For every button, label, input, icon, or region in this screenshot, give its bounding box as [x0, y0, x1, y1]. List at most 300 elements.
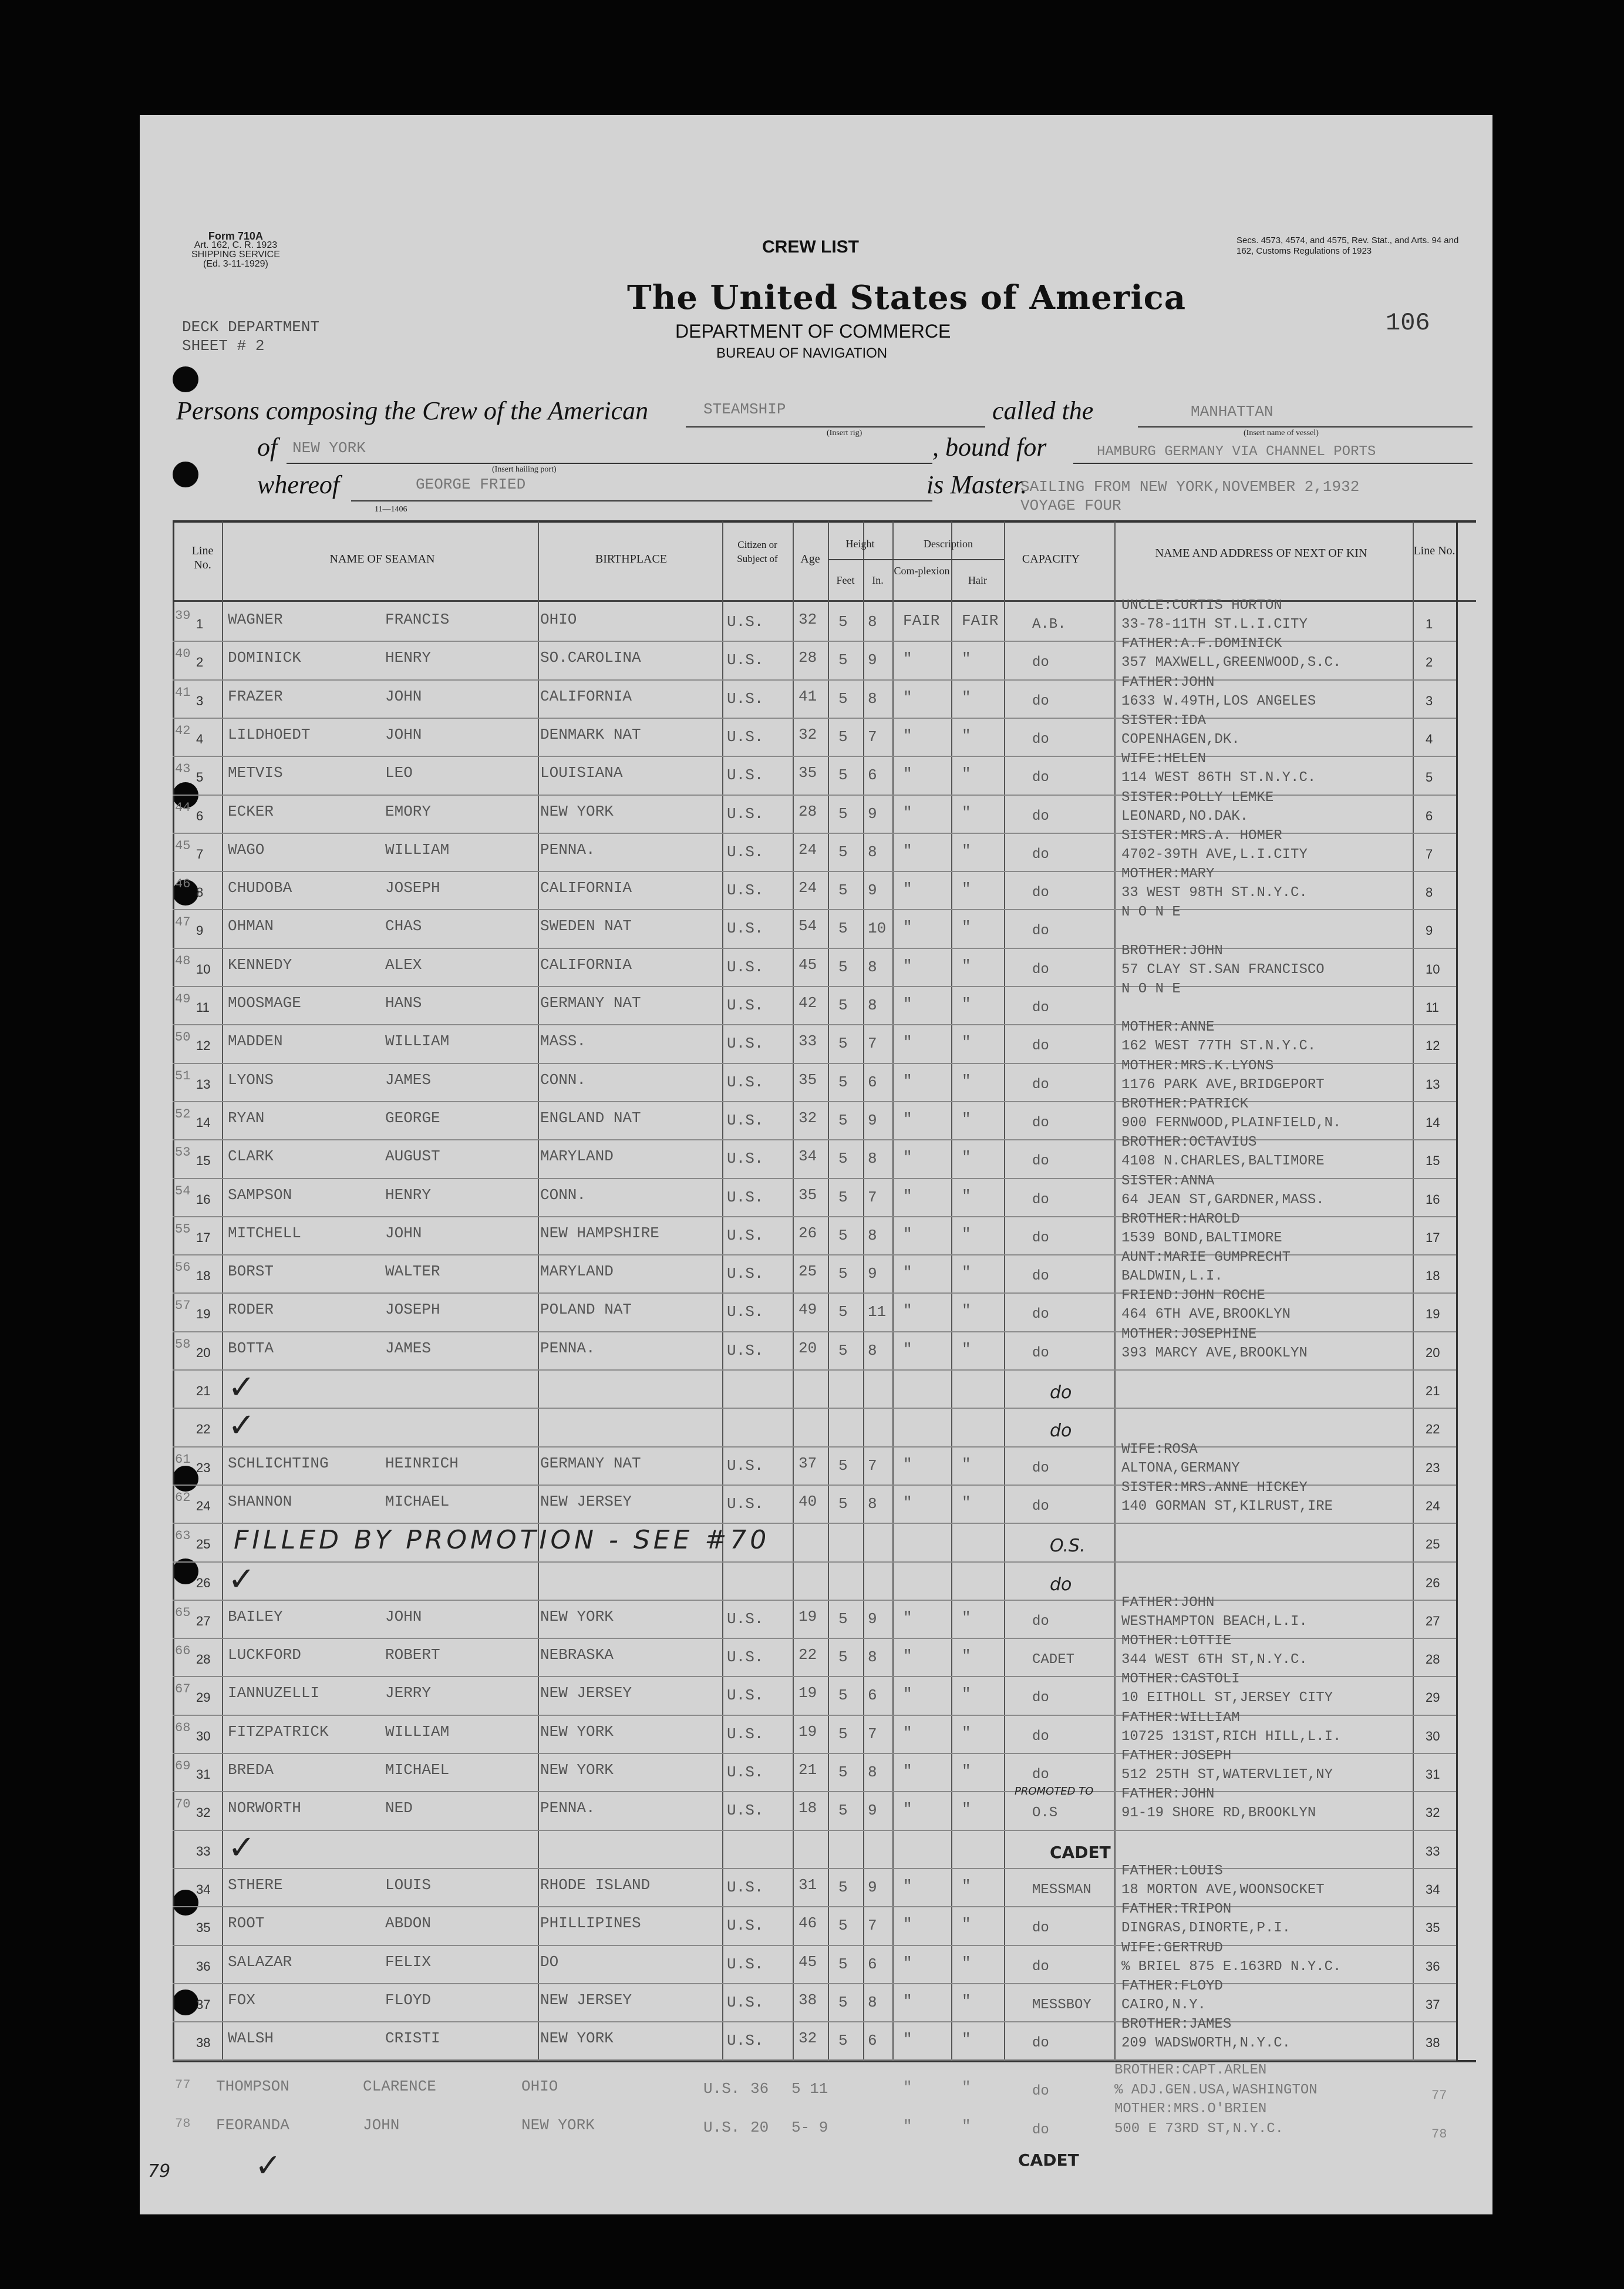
margin-number: 48 — [175, 953, 191, 968]
kin-address: 10 EITHOLL ST,JERSEY CITY — [1121, 1690, 1333, 1706]
capacity: do — [1032, 1038, 1049, 1055]
margin-number: 39 — [175, 608, 191, 623]
row-rule — [173, 1830, 1456, 1831]
seaman-surname: BREDA — [228, 1761, 274, 1779]
form-edition: (Ed. 3-11-1929) — [203, 259, 268, 269]
kin-name: MOTHER:MRS.K.LYONS — [1121, 1058, 1274, 1074]
birthplace: NEW YORK — [540, 2029, 614, 2048]
kin-address: 64 JEAN ST,GARDNER,MASS. — [1121, 1191, 1325, 1208]
age: 19 — [798, 1722, 817, 1741]
birthplace: NEW JERSEY — [540, 1991, 632, 2009]
birthplace: NEBRASKA — [540, 1646, 614, 1664]
check-mark: ✓ — [228, 1368, 255, 1406]
seaman-given-name: FLOYD — [385, 1991, 432, 2009]
seaman-given-name: FRANCIS — [385, 611, 450, 628]
row-rule — [173, 1024, 1456, 1025]
hair: " — [962, 726, 971, 745]
height-feet: 5 — [838, 1494, 848, 1513]
kin-name: FATHER:LOUIS — [1121, 1863, 1223, 1879]
citizenship: U.S. — [727, 2032, 764, 2050]
height-inches: 9 — [868, 1610, 877, 1628]
kin-address: 209 WADSWORTH,N.Y.C. — [1121, 2035, 1291, 2052]
line-number: 32 — [196, 1805, 211, 1820]
height-inches: 8 — [868, 1341, 877, 1359]
kin-name: MOTHER:CASTOLI — [1121, 1671, 1240, 1688]
line-number-right: 20 — [1426, 1345, 1440, 1360]
seaman-given-name: ABDON — [385, 1914, 432, 1933]
capacity: do — [1032, 2083, 1049, 2099]
hair: " — [962, 1340, 971, 1358]
sub-header-rule — [892, 559, 1004, 560]
margin-number: 47 — [175, 915, 191, 930]
complexion: " — [903, 1340, 912, 1358]
seaman-given-name: LEO — [385, 764, 413, 782]
kin-name: FATHER:A.F.DOMINICK — [1121, 636, 1282, 652]
line-number-right: 31 — [1426, 1767, 1440, 1782]
birthplace: PENNA. — [540, 840, 595, 859]
citizenship: U.S. — [727, 1993, 764, 2011]
line-number-right: 78 — [1431, 2127, 1447, 2142]
birthplace: SWEDEN NAT — [540, 917, 632, 935]
height-feet: 5 — [838, 689, 848, 708]
seaman-surname: METVIS — [228, 764, 283, 782]
capacity: do — [1032, 1690, 1049, 1706]
age: 31 — [798, 1876, 817, 1894]
complexion: " — [903, 995, 912, 1013]
line-number: 12 — [196, 1038, 211, 1053]
height-feet: 5 — [838, 1878, 848, 1896]
capacity: do — [1032, 2035, 1049, 2052]
capacity: do — [1032, 1728, 1049, 1745]
kin-name: SISTER:MRS.A. HOMER — [1121, 827, 1282, 844]
height-inches: 9 — [868, 1265, 877, 1283]
citizenship: U.S. — [727, 1648, 764, 1667]
citizenship: U.S. — [727, 1494, 764, 1513]
height-inches: 7 — [868, 1917, 877, 1935]
capacity: do — [1032, 1153, 1049, 1170]
crew-list-page — [140, 115, 1492, 2214]
age: 26 — [798, 1224, 817, 1242]
seaman-given-name: JOHN — [385, 1224, 422, 1242]
age: 38 — [798, 1991, 817, 2009]
hair: " — [962, 765, 971, 783]
kin-name: FATHER:FLOYD — [1121, 1978, 1223, 1994]
height-inches: 6 — [868, 2032, 877, 2050]
kin-address: 140 GORMAN ST,KILRUST,IRE — [1121, 1498, 1333, 1514]
birthplace: PHILLIPINES — [540, 1914, 641, 1933]
kin-address: DINGRAS,DINORTE,P.I. — [1121, 1920, 1291, 1937]
capacity: do — [1050, 1382, 1072, 1403]
kin-name: SISTER:MRS.ANNE HICKEY — [1121, 1479, 1308, 1496]
height-feet: 5 — [838, 613, 848, 631]
height-inches: 11 — [868, 1303, 887, 1321]
line-number-right: 28 — [1426, 1652, 1440, 1667]
whereof-label: whereof — [257, 470, 340, 499]
kin-address: 900 FERNWOOD,PLAINFIELD,N. — [1121, 1115, 1342, 1131]
age: 18 — [798, 1799, 817, 1817]
line-number-right: 26 — [1426, 1575, 1440, 1590]
capacity: do — [1032, 1230, 1049, 1246]
margin-number: 58 — [175, 1337, 191, 1352]
header-kin: NAME AND ADDRESS OF NEXT OF KIN — [1155, 547, 1367, 560]
seaman-given-name: WALTER — [385, 1263, 440, 1281]
birthplace: MARYLAND — [540, 1263, 614, 1281]
hair: " — [962, 1877, 971, 1895]
hair: " — [962, 1954, 971, 1972]
seaman-surname: MITCHELL — [228, 1224, 301, 1242]
department-title: DEPARTMENT OF COMMERCE — [675, 321, 951, 342]
line-number: 27 — [196, 1613, 211, 1628]
rig-value: STEAMSHIP — [703, 400, 786, 418]
kin-name: FATHER:JOHN — [1121, 674, 1215, 691]
height-inches: 9 — [868, 1802, 877, 1820]
citizenship: U.S. — [727, 651, 764, 669]
height-feet: 5 — [838, 804, 848, 823]
row-rule — [173, 986, 1456, 987]
kin-name: N O N E — [1121, 904, 1181, 921]
line-number-right: 35 — [1426, 1920, 1440, 1935]
birthplace: DENMARK NAT — [540, 725, 641, 743]
height-feet: 5 — [838, 2032, 848, 2050]
hair: " — [962, 650, 971, 668]
margin-number: 42 — [175, 723, 191, 738]
age: 45 — [798, 955, 817, 974]
kin-name: MOTHER:MRS.O'BRIEN — [1114, 2101, 1267, 2117]
row-rule — [173, 756, 1456, 757]
kin-name: BROTHER:CAPT.ARLEN — [1114, 2062, 1267, 2078]
birthplace: NEW YORK — [540, 1761, 614, 1779]
header-hair: Hair — [968, 574, 987, 586]
age: 33 — [798, 1032, 817, 1051]
line-number-right: 18 — [1426, 1268, 1440, 1284]
margin-number: 68 — [175, 1720, 191, 1735]
kin-name: FATHER:JOHN — [1121, 1594, 1215, 1611]
page-number: 106 — [1386, 309, 1430, 337]
hair: " — [962, 2079, 971, 2096]
line-number-right: 14 — [1426, 1115, 1440, 1130]
capacity: do — [1032, 693, 1049, 709]
height-feet: 5 — [838, 1035, 848, 1053]
citizenship: U.S. — [727, 1725, 764, 1743]
capacity: do — [1032, 1498, 1049, 1514]
binder-hole — [173, 462, 198, 487]
birthplace: PENNA. — [540, 1339, 595, 1357]
line-number-right: 13 — [1426, 1076, 1440, 1092]
kin-address: 500 E 73RD ST,N.Y.C. — [1114, 2121, 1284, 2137]
line-number: 33 — [196, 1843, 211, 1859]
line-number-right: 37 — [1426, 1997, 1440, 2012]
age: 37 — [798, 1454, 817, 1472]
kin-name: BROTHER:JAMES — [1121, 2017, 1232, 2033]
vessel-caption: (Insert name of vessel) — [1244, 429, 1319, 437]
complexion: " — [903, 1877, 912, 1895]
seaman-surname: BORST — [228, 1263, 274, 1281]
line-number: 9 — [196, 923, 204, 938]
birthplace: CONN. — [540, 1071, 587, 1089]
age: 19 — [798, 1684, 817, 1702]
line-number-right: 34 — [1426, 1881, 1440, 1897]
capacity: O.S — [1032, 1805, 1058, 1822]
age: 40 — [798, 1492, 817, 1510]
vessel-underline — [1138, 426, 1473, 427]
kin-address: 33 WEST 98TH ST.N.Y.C. — [1121, 885, 1308, 901]
margin-number: 70 — [175, 1797, 191, 1812]
line-number: 30 — [196, 1728, 211, 1743]
line-number: 36 — [196, 1958, 211, 1974]
complexion: " — [903, 803, 912, 822]
seaman-surname: SALAZAR — [228, 1953, 292, 1971]
citizenship: U.S. — [727, 997, 764, 1014]
line-number-right: 2 — [1426, 655, 1433, 670]
capacity: do — [1032, 846, 1049, 863]
seaman-surname: ROOT — [228, 1914, 265, 1933]
line-number-right: 12 — [1426, 1038, 1440, 1053]
height-feet: 5 — [838, 1226, 848, 1244]
complexion: " — [903, 1724, 912, 1742]
seaman-surname: CHUDOBA — [228, 879, 292, 897]
port-underline — [287, 463, 932, 464]
height-inches: 10 — [868, 920, 887, 938]
birthplace: OHIO — [521, 2078, 558, 2095]
corner-check-mark: ✓ — [255, 2147, 282, 2184]
height-inches: 8 — [868, 613, 877, 631]
seaman-surname: RYAN — [228, 1109, 265, 1127]
capacity: do — [1032, 655, 1049, 671]
age: 34 — [798, 1147, 817, 1166]
line-number: 19 — [196, 1307, 211, 1322]
complexion: " — [903, 1455, 912, 1473]
seaman-surname: IANNUZELLI — [228, 1684, 320, 1702]
seaman-given-name: ROBERT — [385, 1646, 440, 1664]
line-number: 5 — [196, 770, 204, 785]
hair: " — [962, 918, 971, 937]
birthplace: NEW JERSEY — [540, 1684, 632, 1702]
height-feet: 5 — [838, 1150, 848, 1168]
line-number-right: 10 — [1426, 961, 1440, 977]
hair: " — [962, 1724, 971, 1742]
height-feet: 5 — [838, 1917, 848, 1935]
line-number: 25 — [196, 1537, 211, 1552]
line-number-right: 24 — [1426, 1498, 1440, 1513]
row-rule — [173, 1446, 1456, 1448]
height-feet: 5 — [838, 1725, 848, 1743]
crew-list-title: CREW LIST — [762, 237, 859, 257]
height-feet: 5 — [838, 651, 848, 669]
complexion: " — [903, 1034, 912, 1052]
capacity: do — [1050, 1574, 1072, 1595]
seaman-surname: MADDEN — [228, 1032, 283, 1051]
citizenship: U.S. — [727, 1226, 764, 1244]
header-description: Description — [924, 538, 973, 550]
age: 35 — [798, 1071, 817, 1089]
row-rule — [173, 1101, 1456, 1102]
citizenship: U.S. — [727, 1150, 764, 1168]
age: 42 — [798, 994, 817, 1012]
height-inches: 7 — [868, 728, 877, 746]
seaman-surname: BOTTA — [228, 1339, 274, 1357]
height-feet: 5 — [838, 1993, 848, 2011]
seaman-given-name: AUGUST — [385, 1147, 440, 1166]
kin-name: FATHER:JOSEPH — [1121, 1748, 1232, 1764]
height-inches: 9 — [868, 1111, 877, 1129]
line-number: 24 — [196, 1498, 211, 1513]
complexion: " — [903, 1992, 912, 2010]
seaman-given-name: JOHN — [363, 2116, 400, 2134]
binder-hole — [173, 1466, 198, 1492]
header-complexion: Com-plexion — [894, 565, 950, 577]
seaman-surname: KENNEDY — [228, 955, 292, 974]
capacity: MESSBOY — [1032, 1997, 1091, 2013]
line-number: 34 — [196, 1881, 211, 1897]
complexion: " — [903, 2079, 912, 2096]
row-rule — [173, 909, 1456, 910]
hair: " — [962, 1992, 971, 2010]
seaman-surname: FITZPATRICK — [228, 1722, 329, 1741]
seaman-given-name: JOSEPH — [385, 879, 440, 897]
seaman-surname: BAILEY — [228, 1607, 283, 1625]
complexion: " — [903, 1762, 912, 1780]
promotion-note: PROMOTED TO — [1015, 1785, 1094, 1798]
kin-address: 344 WEST 6TH ST,N.Y.C. — [1121, 1652, 1308, 1668]
capacity: do — [1032, 1613, 1049, 1630]
row-rule — [173, 1561, 1456, 1563]
kin-address: 18 MORTON AVE,WOONSOCKET — [1121, 1881, 1325, 1898]
seaman-surname: CLARK — [228, 1147, 274, 1166]
complexion: " — [903, 1264, 912, 1282]
height-feet: 5 — [838, 1763, 848, 1781]
hair: " — [962, 1762, 971, 1780]
age: 20 — [750, 2119, 769, 2136]
margin-number: 55 — [175, 1221, 191, 1237]
age: 22 — [798, 1646, 817, 1664]
kin-name: SISTER:IDA — [1121, 712, 1207, 729]
row-rule — [173, 1216, 1456, 1217]
seaman-surname: STHERE — [228, 1876, 283, 1894]
capacity: do — [1050, 1420, 1072, 1442]
seaman-surname: NORWORTH — [228, 1799, 301, 1817]
kin-address: 162 WEST 77TH ST.N.Y.C. — [1121, 1038, 1316, 1055]
line-number-right: 33 — [1426, 1843, 1440, 1859]
height-feet: 5 — [838, 1303, 848, 1321]
kin-address: 33-78-11TH ST.L.I.CITY — [1121, 617, 1308, 632]
kin-address: 357 MAXWELL,GREENWOOD,S.C. — [1121, 655, 1342, 671]
margin-number: 53 — [175, 1145, 191, 1160]
of-label: of — [257, 433, 278, 462]
line-number: 38 — [196, 2035, 211, 2051]
citizenship: U.S. — [727, 1456, 764, 1475]
header-birthplace: BIRTHPLACE — [595, 553, 668, 565]
line-number: 7 — [196, 846, 204, 861]
margin-number: 43 — [175, 762, 191, 777]
kin-name: SISTER:ANNA — [1121, 1173, 1215, 1189]
age: 19 — [798, 1607, 817, 1625]
header-name: NAME OF SEAMAN — [329, 553, 435, 565]
complexion: " — [903, 1072, 912, 1090]
header-age: Age — [800, 553, 820, 565]
line-number-right: 30 — [1426, 1728, 1440, 1743]
kin-address: 512 25TH ST,WATERVLIET,NY — [1121, 1767, 1333, 1783]
birthplace: DO — [540, 1953, 559, 1971]
line-number-right: 16 — [1426, 1191, 1440, 1207]
age: 32 — [798, 611, 817, 628]
seaman-surname: WAGO — [228, 840, 265, 859]
age: 54 — [798, 917, 817, 935]
height-inches: 7 — [868, 1456, 877, 1475]
height-inches: 8 — [868, 1763, 877, 1781]
hair: " — [962, 1685, 971, 1704]
seaman-given-name: GEORGE — [385, 1109, 440, 1127]
height-inches: 6 — [868, 766, 877, 785]
height-feet: 5 — [838, 1610, 848, 1628]
hair: " — [962, 880, 971, 898]
capacity: do — [1032, 923, 1049, 940]
age: 46 — [798, 1914, 817, 1933]
line-number: 20 — [196, 1345, 211, 1360]
seaman-surname: WALSH — [228, 2029, 274, 2048]
line-number: 18 — [196, 1268, 211, 1284]
height-inches: 8 — [868, 1150, 877, 1168]
citizenship: U.S. — [727, 728, 764, 746]
line-number: 11 — [196, 1000, 210, 1015]
height-feet: 5 — [838, 1955, 848, 1973]
row-rule — [173, 2059, 1456, 2061]
seaman-surname: WAGNER — [228, 611, 283, 628]
line-number: 26 — [196, 1575, 211, 1590]
row-rule — [173, 1753, 1456, 1754]
height-feet: 5 — [838, 728, 848, 746]
deck-department: DECK DEPARTMENT — [182, 318, 320, 336]
capacity: do — [1032, 1076, 1049, 1093]
complexion: " — [903, 957, 912, 975]
complexion: " — [903, 688, 912, 706]
height-feet: 5 — [838, 997, 848, 1014]
row-rule — [173, 1139, 1456, 1140]
citizenship: U.S. — [727, 1955, 764, 1973]
line-number: 3 — [196, 693, 204, 708]
complexion: " — [903, 1685, 912, 1704]
complexion: " — [903, 1110, 912, 1128]
citizenship: U.S. — [727, 1763, 764, 1781]
complexion: " — [903, 1954, 912, 1972]
height-inches: 9 — [868, 881, 877, 900]
hair: " — [962, 1916, 971, 1934]
row-rule — [173, 2021, 1456, 2022]
header-line-no: Line No. — [191, 544, 214, 571]
binder-hole — [173, 366, 198, 392]
capacity: do — [1032, 1460, 1049, 1476]
capacity: do — [1032, 808, 1049, 824]
bound-for-label: , bound for — [932, 433, 1047, 462]
row-rule — [173, 1906, 1456, 1907]
citizenship: U.S. — [727, 1610, 764, 1628]
row-rule — [173, 1983, 1456, 1984]
height-feet: 5 — [838, 1341, 848, 1359]
margin-number: 54 — [175, 1183, 191, 1199]
margin-number: 44 — [175, 800, 191, 815]
capacity: MESSMAN — [1032, 1881, 1091, 1898]
seaman-surname: RODER — [228, 1301, 274, 1319]
kin-name: N O N E — [1121, 981, 1181, 997]
kin-address: 1539 BOND,BALTIMORE — [1121, 1230, 1282, 1246]
destination-underline — [1073, 463, 1473, 464]
line-number: 4 — [196, 731, 204, 746]
hair: FAIR — [962, 612, 999, 630]
rig-caption: (Insert rig) — [827, 429, 862, 437]
line-number: 8 — [196, 885, 204, 900]
row-rule — [173, 1676, 1456, 1677]
seaman-given-name: JOSEPH — [385, 1301, 440, 1319]
line-number: 2 — [196, 655, 204, 670]
